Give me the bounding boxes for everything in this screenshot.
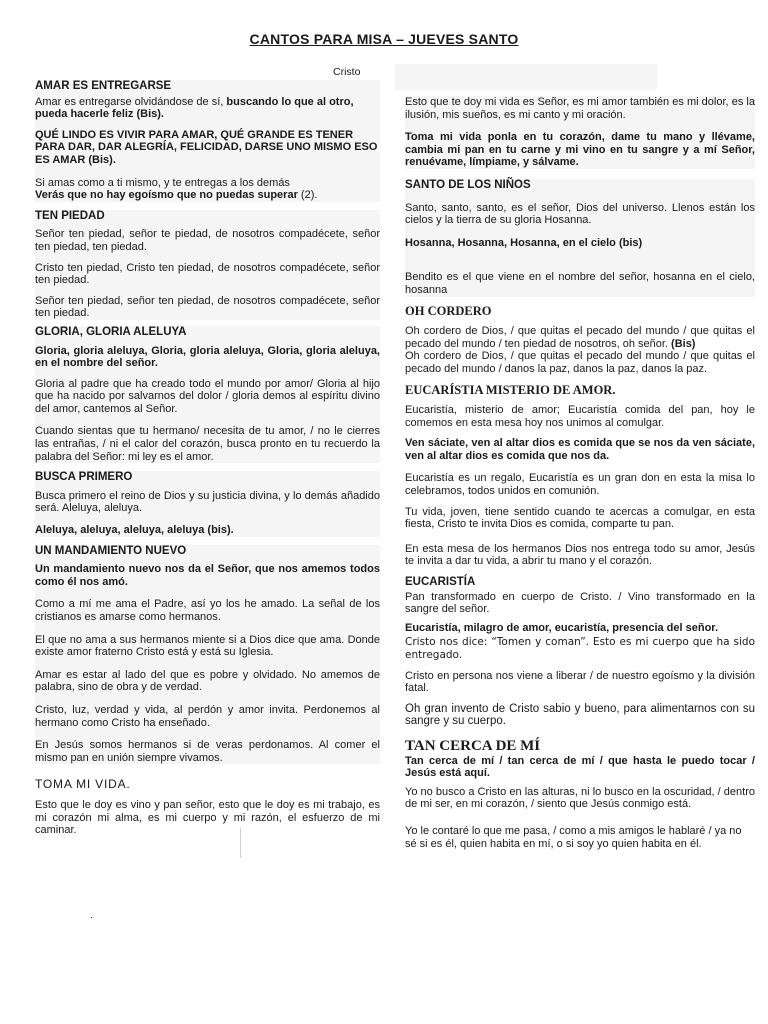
verse bbox=[405, 325, 755, 350]
chorus: Un mandamiento nuevo nos da el Señor, que nos amemos todos como él nos amó. bbox=[35, 563, 380, 588]
song-heading: EUCARISTÍA bbox=[405, 576, 476, 589]
verse bbox=[35, 96, 380, 121]
verse: Amar es estar al lado del que es pobre y olvidado. No amemos de palabra, sino de obra y de verdad. bbox=[35, 668, 380, 694]
right-column bbox=[405, 96, 755, 858]
song-ten-piedad bbox=[35, 210, 380, 320]
song-tan-cerca-de-mi bbox=[405, 737, 755, 850]
verse: Señor ten piedad, señor te piedad, de nosotros compadécete, señor ten piedad, ten piedad. bbox=[35, 228, 380, 253]
verse: Eucaristía es un regalo, Eucaristía es un gran don en esta la misa lo celebramos, todos unidos en comunión. bbox=[405, 472, 755, 498]
song-toma-mi-vida-continued bbox=[405, 96, 755, 169]
chorus: Hosanna, Hosanna, Hosanna, en el cielo (bis) bbox=[405, 236, 643, 249]
song-heading: OH CORDERO bbox=[405, 303, 492, 318]
chorus: Toma mi vida ponla en tu corazón, dame tu mano y llévame, cambia mi pan en tu carne y mi vino en tu sangre y a mí Señor, renuévame, límpiame, y sálvame. bbox=[405, 131, 755, 169]
verse: En Jesús somos hermanos si de veras perdonamos. Al comer el mismo pan en unión siempre vivamos. bbox=[35, 739, 380, 764]
stray-dot: . bbox=[90, 910, 93, 921]
verse: Busca primero el reino de Dios y su justicia divina, y lo demás añadido será. Aleluya, aleluya. bbox=[35, 489, 380, 515]
verse: Esto que le doy es vino y pan señor, esto que le doy es mi trabajo, es mi corazón mi alma, es mi cuerpo y mi razón, el esfuerzo de mi caminar. bbox=[35, 798, 380, 837]
verse: Tu vida, joven, tiene sentido cuando te acercas a comulgar, en esta fiesta, Cristo te invita Dios es comida, comparte tu pan. bbox=[405, 505, 755, 531]
chorus: Eucaristía, milagro de amor, eucaristía, presencia del señor. bbox=[405, 621, 719, 634]
song-heading: TAN CERCA DE MÍ bbox=[405, 737, 541, 754]
chorus: Ven sáciate, ven al altar dios es comida que se nos da ven sáciate, ven al altar dios es comida que nos da. bbox=[405, 437, 755, 462]
top-shaded-band bbox=[395, 64, 657, 90]
verse: Yo le contaré lo que me pasa, / como a mis amigos le hablaré / ya no sé si es él, quien habita en mí, o si soy yo quien habita en él. bbox=[405, 824, 742, 850]
verse: Oh cordero de Dios, / que quitas el pecado del mundo / que quitas el pecado del mundo / danos la paz, danos la paz, danos la paz. bbox=[405, 350, 755, 375]
song-heading: TEN PIEDAD bbox=[35, 209, 105, 222]
document-title: CANTOS PARA MISA – JUEVES SANTO bbox=[249, 31, 519, 47]
verse: Gloria al padre que ha creado todo el mundo por amor/ Gloria al hijo que ha nacido por salvarnos del dolor / gloria demos al espíritu divino del amor, cantemos al Señor. bbox=[35, 377, 380, 415]
verse-text: Si amas como a ti mismo, y te entregas a los demás bbox=[35, 176, 290, 189]
chorus: QUÉ LINDO ES VIVIR PARA AMAR, QUÉ GRANDE ES TENER PARA DAR, DAR ALEGRÍA, FELICIDAD, DARSE UNO MISMO ESO ES AMAR (Bis). bbox=[35, 128, 378, 166]
verse: Señor ten piedad, señor ten piedad, de nosotros compadécete, señor ten piedad. bbox=[35, 294, 380, 320]
song-heading: BUSCA PRIMERO bbox=[35, 471, 133, 484]
verse: Cristo ten piedad, Cristo ten piedad, de nosotros compadécete, señor ten piedad. bbox=[35, 261, 380, 287]
chorus: Aleluya, aleluya, aleluya, aleluya (bis). bbox=[35, 524, 234, 537]
verse: Eucaristía, misterio de amor; Eucaristía comida del pan, hoy le comemos en esta mesa hoy nos unimos al comulgar. bbox=[405, 404, 755, 429]
chorus: Tan cerca de mí / tan cerca de mí / que hasta le puedo tocar / Jesús está aquí. bbox=[405, 754, 755, 780]
cristo-line-1: Cristo bbox=[333, 66, 361, 78]
divider bbox=[240, 828, 241, 858]
verse: Yo no busco a Cristo en las alturas, ni lo busco en la oscuridad, / dentro de mi ser, en mi corazón, / siento que Jesús conmigo está. bbox=[405, 785, 755, 811]
verse: Pan transformado en cuerpo de Cristo. / Vino transformado en la sangre del señor. bbox=[405, 590, 755, 616]
song-un-mandamiento-nuevo bbox=[35, 545, 380, 765]
verse: Oh gran invento de Cristo sabio y bueno, para alimentarnos con su sangre y su cuerpo. bbox=[405, 702, 755, 728]
song-heading: AMAR ES ENTREGARSE bbox=[35, 80, 172, 92]
verse: Cristo, luz, verdad y vida, al perdón y amor invita. Perdonemos al hermano como Cristo ha enseñado. bbox=[35, 703, 380, 729]
bis-marker: (Bis) bbox=[671, 337, 696, 350]
verse: Cristo en persona nos viene a liberar / de nuestro egoísmo y la división fatal. bbox=[405, 669, 755, 695]
verse: Santo, santo, santo, es el señor, Dios del universo. Llenos están los cielos y la tierra de su gloria Hosanna. bbox=[405, 201, 755, 227]
song-busca-primero bbox=[35, 471, 380, 536]
song-heading: UN MANDAMIENTO NUEVO bbox=[35, 544, 187, 557]
verse-tail: (2). bbox=[297, 189, 318, 202]
verse-text: Amar es entregarse olvidándose de sí, bbox=[35, 95, 227, 108]
song-gloria bbox=[35, 326, 380, 463]
verse: Cristo nos dice: “Tomen y coman”. Esto es mi cuerpo que ha sido entregado. bbox=[405, 636, 755, 661]
verse: El que no ama a sus hermanos miente si a Dios dice que ama. Donde existe amor fraterno Cristo está y está su Iglesia. bbox=[35, 633, 380, 659]
song-eucaristia-misterio-de-amor bbox=[405, 384, 755, 569]
verse: Cuando sientas que tu hermano/ necesita de tu amor, / no le cierres las entrañas, / ni el calor del corazón, busca pronto en tu recuerdo la palabra del Señor: mi ley es el amor. bbox=[35, 425, 380, 463]
song-heading: EUCARÍSTIA MISTERIO DE AMOR. bbox=[405, 382, 616, 397]
verse: Esto que te doy mi vida es Señor, es mi amor también es mi dolor, es la ilusión, mis sueños, es mi canto y mi oración. bbox=[405, 96, 755, 121]
verse: En esta mesa de los hermanos Dios nos entrega todo su amor, Jesús te invita a dar tu vida, a abrir tu mano y el corazón. bbox=[405, 542, 755, 568]
left-column bbox=[35, 66, 380, 845]
verse: Bendito es el que viene en el nombre del señor, hosanna en el cielo, hosanna bbox=[405, 271, 755, 296]
verse-bold-text: Verás que no hay egoísmo que no puedas superar bbox=[35, 189, 298, 202]
chorus: Gloria, gloria aleluya, Gloria, gloria aleluya, Gloria, gloria aleluya, en el nombre del señor. bbox=[35, 344, 380, 370]
song-amar-es-entregarse bbox=[35, 80, 380, 202]
song-heading: TOMA MI VIDA. bbox=[35, 777, 131, 792]
song-eucaristia bbox=[405, 576, 755, 728]
song-toma-mi-vida bbox=[35, 778, 380, 836]
song-oh-cordero bbox=[405, 305, 755, 376]
song-santo-de-los-ninos bbox=[405, 179, 755, 297]
verse bbox=[35, 177, 380, 202]
verse-bold-text: buscando lo que al otro, pueda hacerle feliz (Bis). bbox=[35, 95, 354, 121]
song-heading: SANTO DE LOS NIÑOS bbox=[405, 178, 531, 191]
verse: Como a mí me ama el Padre, así yo los he amado. La señal de los cristianos es amarse como hermanos. bbox=[35, 598, 380, 623]
verse-text: Oh cordero de Dios, / que quitas el pecado del mundo / que quitas el pecado del mundo / ten piedad de nosotros, oh señor. bbox=[405, 325, 755, 350]
song-heading: GLORIA, GLORIA ALELUYA bbox=[35, 325, 187, 338]
